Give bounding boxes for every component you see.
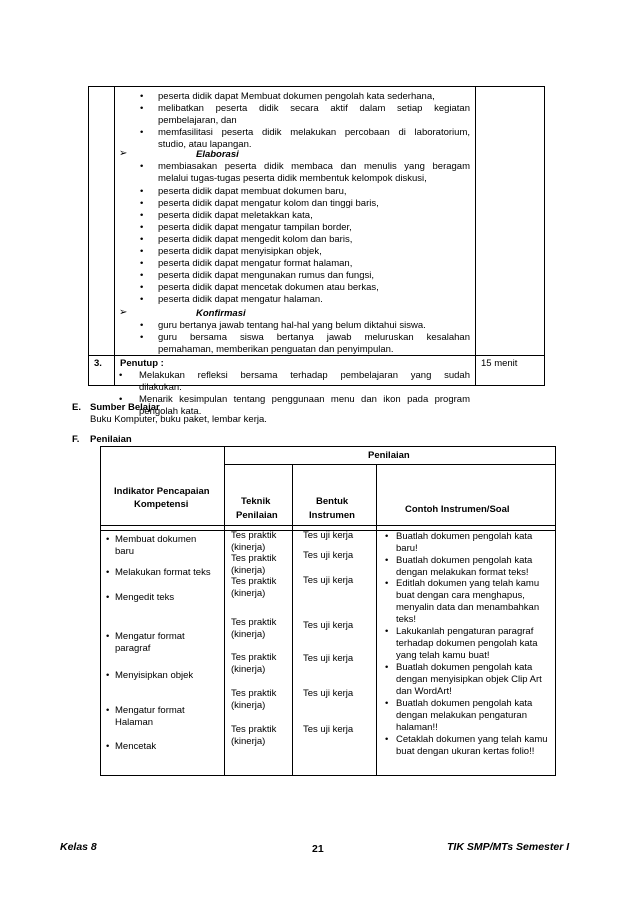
list-item: Tes uji kerja xyxy=(303,724,354,735)
bullet-icon: • xyxy=(106,631,110,642)
list-item: Tes praktik (kinerja) xyxy=(231,553,277,576)
bullet-icon: • xyxy=(119,394,123,405)
elaborasi-heading: Elaborasi xyxy=(196,149,239,160)
sumber-text: Buku Komputer, buku paket, lembar kerja. xyxy=(90,414,267,425)
bullet-icon: • xyxy=(140,258,144,269)
bullet-icon: • xyxy=(385,578,389,589)
list-item: Tes praktik (kinerja) xyxy=(231,724,277,747)
penutup-duration: 15 menit xyxy=(481,358,518,369)
section-letter-f: F. xyxy=(72,434,80,445)
bullet-icon: • xyxy=(140,270,144,281)
konfirmasi-heading: Konfirmasi xyxy=(196,308,246,319)
list-item: Tes uji kerja xyxy=(303,550,354,561)
bullet-icon: • xyxy=(140,246,144,257)
list-item: Tes uji kerja xyxy=(303,620,354,631)
penutup-heading: Penutup : xyxy=(120,358,164,369)
bullet-icon: • xyxy=(106,741,110,752)
list-item: • Editlah dokumen yang telah kamu buat dengan cara menghapus, menyalin data dan menambahkan teks! xyxy=(385,578,540,625)
list-item: • Menyisipkan objek xyxy=(106,670,194,681)
bullet-icon: • xyxy=(385,531,389,542)
list-item: Tes praktik (kinerja) xyxy=(231,617,277,640)
bullet-icon: • xyxy=(140,234,144,245)
penilaian-heading: Penilaian xyxy=(90,434,132,445)
header-teknik-sub: Penilaian xyxy=(236,510,278,521)
page-number: 21 xyxy=(312,843,324,855)
arrow-bullet-icon: ➢ xyxy=(119,148,128,159)
sumber-heading: Sumber Belajar xyxy=(90,402,160,413)
bullet-icon: • xyxy=(385,698,389,709)
bullet-icon: • xyxy=(385,734,389,745)
list-item: • Lakukanlah pengaturan paragraf terhadap dokumen pengolah kata yang telah kamu buat! xyxy=(385,626,538,661)
bullet-icon: • xyxy=(106,705,110,716)
page: • peserta didik dapat Membuat dokumen pengolah kata sederhana, • melibatkan peserta didik secara aktif dalam setiap kegiatan pembelajaran, dan • memfasilitasi peserta didik melakukan percobaan di laboratorium, studio, atau lapangan. ➢ Elaborasi • membiasakan peserta didik membaca dan menulis yang beragam melalui tugas-tugas peserta didik membentuk kelompok diskusi, • peserta didik dapat membuat dokumen baru, • peserta didik dapat mengatur kolom dan tinggi baris, • peserta didik dapat meletakkan kata, • peserta didik dapat mengatur tampilan border, • peserta didik dapat mengedit kolom dan baris, • peserta didik dapat menyisipkan objek, • peserta didik dapat mengatur format halaman, • peserta didik dapat mengunakan rumus dan fungsi, • peserta didik dapat mencetak dokumen atau berkas, • peserta didik dapat mengatur halaman. ➢ Konfirmasi • guru bertanya jawab tentang hal-hal yang belum diktahui siswa. • guru bersama siswa bertanya jawab meluruskan kesalahan pemahaman, memberikan penguatan dan penyimpulan. 3. Penutup : 15 menit • Melakukan refleksi bersama terhadap pembelajaran yang sudah E. Sumber Belajar Buku Komputer, buku paket, lembar kerja. F. Penilaian Indikator Pencapaian Kompetensi Penilaian Teknik Penilaian Bentuk Instrumen Contoh Instrumen/Soal • Membuat dokumen baru • Melakukan format teks • Mengedit teks • Mengatur format paragraf • Menyisipkan objek • Mengatur format Halaman • Mencetak Tes praktik (kinerja) Tes praktik (kinerja) Tes praktik (kinerja) Tes praktik (kinerja) Tes praktik (kinerja) Tes praktik (kinerja) Tes praktik (kinerja) Tes uji kerja Tes uji kerja Tes uji kerja Tes uji kerja Tes uji kerja Tes uji kerja Tes uji kerja • Buatlah dokumen pengolah kata baru! • Buatlah dokumen pengolah kata dengan melakukan format teks! • Editlah dokumen yang telah kamu buat dengan cara menghapus, menyalin data dan menambahkan teks! • Lakukanlah pengaturan paragraf terhadap dokumen pengolah kata yang telah kamu buat! • Buatlah dokumen pengolah kata dengan menyisipkan objek Clip Art dan WordArt! • Buatlah dokumen pengolah kata dengan melakukan pengaturan halaman!! • Cetaklah dokumen yang telah kamu buat dengan ukuran kertas folio!! Kelas 8 21 TIK SMP/MTs Semester I dilakukan. • Menarik kesimpulan tentang penggunaan menu dan ikon pada program pengolah kata. xyxy=(0,0,638,903)
bullet-icon: • xyxy=(385,662,389,673)
list-item: • Buatlah dokumen pengolah kata baru! xyxy=(385,531,533,554)
header-penilaian: Penilaian xyxy=(368,450,410,461)
bullet-icon: • xyxy=(140,161,144,172)
list-item: Tes praktik (kinerja) xyxy=(231,688,277,711)
bullet-icon: • xyxy=(140,222,144,233)
bullet-icon: • xyxy=(140,186,144,197)
list-item: • Buatlah dokumen pengolah kata dengan melakukan pengaturan halaman!! xyxy=(385,698,533,733)
bullet-icon: • xyxy=(140,127,144,138)
list-item: • Melakukan format teks xyxy=(106,567,211,578)
bullet-icon: • xyxy=(106,670,110,681)
bullet-icon: • xyxy=(140,91,144,102)
bullet-icon: • xyxy=(140,294,144,305)
bullet-icon: • xyxy=(140,282,144,293)
bullet-icon: • xyxy=(140,210,144,221)
list-item: Tes uji kerja xyxy=(303,575,354,586)
bullet-icon: • xyxy=(119,370,123,381)
header-bentuk: Bentuk xyxy=(316,496,349,507)
bullet-icon: • xyxy=(140,103,144,114)
list-item: • Cetaklah dokumen yang telah kamu buat dengan ukuran kertas folio!! xyxy=(385,734,548,757)
list-item: • Mengatur format Halaman xyxy=(106,705,185,728)
list-item: • Mengedit teks xyxy=(106,592,175,603)
bullet-icon: • xyxy=(385,555,389,566)
list-item: • Membuat dokumen baru xyxy=(106,534,197,557)
bullet-icon: • xyxy=(106,567,110,578)
section-letter-e: E. xyxy=(72,402,81,413)
list-item: Tes praktik (kinerja) xyxy=(231,530,277,553)
bullet-icon: • xyxy=(106,534,110,545)
header-indikator: Indikator Pencapaian xyxy=(114,486,210,497)
header-teknik: Teknik xyxy=(241,496,271,507)
step-number: 3. xyxy=(94,358,102,369)
header-contoh: Contoh Instrumen/Soal xyxy=(405,504,510,515)
footer-class: Kelas 8 xyxy=(60,841,97,853)
bullet-icon: • xyxy=(385,626,389,637)
header-indikator-sub: Kompetensi xyxy=(134,499,189,510)
bullet-icon: • xyxy=(140,198,144,209)
list-item: Tes praktik (kinerja) xyxy=(231,652,277,675)
list-item: • Buatlah dokumen pengolah kata dengan menyisipkan objek Clip Art dan WordArt! xyxy=(385,662,542,697)
list-item: Tes uji kerja xyxy=(303,688,354,699)
list-item: Tes uji kerja xyxy=(303,653,354,664)
list-item: • Mencetak xyxy=(106,741,157,752)
arrow-bullet-icon: ➢ xyxy=(119,307,128,318)
header-bentuk-sub: Instrumen xyxy=(309,510,355,521)
list-item: • Buatlah dokumen pengolah kata dengan melakukan format teks! xyxy=(385,555,533,578)
footer-subject: TIK SMP/MTs Semester I xyxy=(447,841,570,853)
bullet-icon: • xyxy=(140,320,144,331)
bullet-icon: • xyxy=(140,332,144,343)
list-item: Tes praktik (kinerja) xyxy=(231,576,277,599)
bullet-icon: • xyxy=(106,592,110,603)
list-item: Tes uji kerja xyxy=(303,530,354,541)
list-item: • Mengatur format paragraf xyxy=(106,631,185,654)
